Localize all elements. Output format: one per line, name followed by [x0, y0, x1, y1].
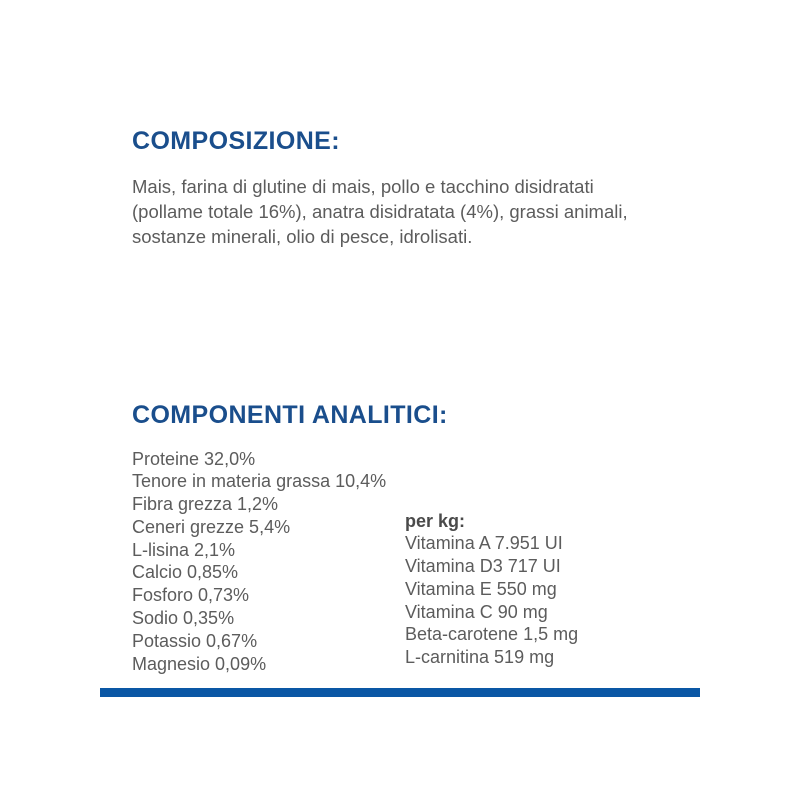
- composition-heading: COMPOSIZIONE:: [132, 127, 340, 155]
- nutrient-item: Potassio 0,67%: [132, 630, 258, 651]
- nutrient-item: Beta-carotene 1,5 mg: [405, 624, 579, 645]
- nutrient-item: Vitamina E 550 mg: [405, 578, 557, 599]
- nutrient-item: Vitamina A 7.951 UI: [405, 533, 563, 554]
- analytical-heading: COMPONENTI ANALITICI:: [132, 401, 448, 429]
- nutrient-item: L-carnitina 519 mg: [405, 647, 555, 668]
- nutrient-item: Calcio 0,85%: [132, 562, 239, 583]
- nutrient-item: Vitamina C 90 mg: [405, 601, 548, 622]
- nutrient-item: L-lisina 2,1%: [132, 539, 236, 560]
- analytical-section: [132, 401, 692, 674]
- nutrient-item: Fibra grezza 1,2%: [132, 494, 279, 515]
- nutrient-column-left: [132, 448, 386, 676]
- nutrient-item: Vitamina D3 717 UI: [405, 556, 561, 577]
- nutrient-item: Proteine 32,0%: [132, 448, 256, 469]
- nutrient-item: Tenore in materia grassa 10,4%: [132, 471, 387, 492]
- composition-text: Mais, farina di glutine di mais, pollo e tacchino disidratati (pollame totale 16%), anatra disidratata (4%), grassi animali, sostanze minerali, olio di pesce, idrolisati.: [132, 175, 628, 247]
- nutrient-item: Ceneri grezze 5,4%: [132, 516, 291, 537]
- per-kg-label: per kg:: [405, 510, 466, 531]
- composition-section: [132, 128, 672, 249]
- nutrient-item: Magnesio 0,09%: [132, 653, 267, 674]
- bottom-accent-rule: [100, 688, 700, 697]
- nutrient-column-right: [405, 510, 578, 670]
- nutrient-item: Sodio 0,35%: [132, 608, 235, 629]
- nutrient-item: Fosforo 0,73%: [132, 585, 250, 606]
